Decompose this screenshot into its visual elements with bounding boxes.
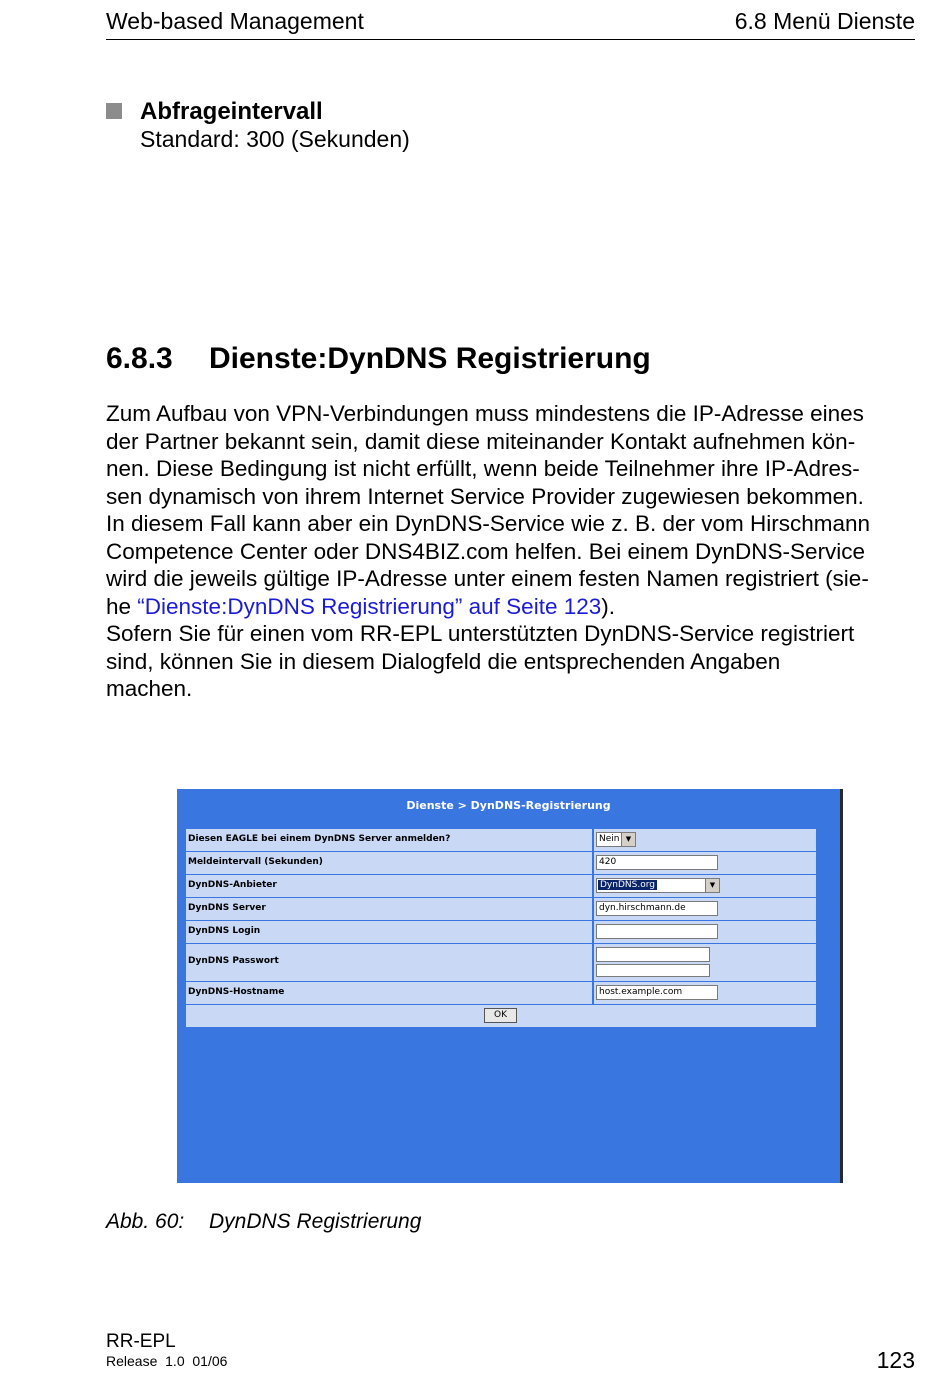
ref-post: ).	[601, 593, 615, 619]
password-confirm-input[interactable]	[596, 964, 710, 977]
figure-caption: DynDNS Registrierung	[209, 1210, 422, 1233]
chevron-down-icon[interactable]: ▼	[621, 833, 635, 846]
square-bullet-icon	[106, 103, 122, 119]
footer-product: RR-EPL	[106, 1331, 176, 1352]
interval-label: Meldeintervall (Sekunden)	[188, 857, 323, 867]
header-left: Web-based Management	[106, 8, 364, 34]
cross-reference-link[interactable]: “Dienste:DynDNS Registrierung” auf Seite 123	[137, 593, 602, 619]
body-line: wird die jeweils gültige IP-Adresse unter einem festen Namen registriert (sie-	[106, 566, 869, 591]
section-title: Dienste:DynDNS Registrierung	[209, 342, 651, 375]
body-line: sind, können Sie in diesem Dialogfeld die entsprechenden Angaben	[106, 648, 781, 674]
provider-select-value: DynDNS.org	[600, 880, 655, 890]
password-input[interactable]	[596, 947, 710, 962]
form-row-provider	[186, 875, 816, 898]
body-line: nen. Diese Bedingung ist nicht erfüllt, wenn beide Teilnehmer ihre IP-Adres-	[106, 456, 860, 481]
form-row-register	[186, 829, 816, 852]
form-row-interval	[186, 852, 816, 875]
body-line: In diesem Fall kann aber ein DynDNS-Service wie z. B. der vom Hirschmann	[106, 511, 871, 536]
header-right: 6.8 Menü Dienste	[734, 8, 915, 34]
hostname-input[interactable]: host.example.com	[596, 985, 718, 1000]
param-default: Standard: 300 (Sekunden)	[140, 126, 410, 152]
footer-release: Release 1.0 01/06	[106, 1353, 228, 1369]
hostname-label: DynDNS-Hostname	[188, 987, 285, 997]
page-number: 123	[876, 1347, 915, 1373]
body-line: Sofern Sie für einen vom RR-EPL unterstützten DynDNS-Service registriert	[106, 621, 855, 646]
dyndns-screenshot	[177, 789, 843, 1183]
body-line: Zum Aufbau von VPN-Verbindungen muss mindestens die IP-Adresse eines	[106, 401, 864, 426]
dyndns-form	[186, 829, 816, 1027]
screenshot-title: Dienste > DynDNS-Registrierung	[406, 799, 611, 812]
register-label: Diesen EAGLE bei einem DynDNS Server anmelden?	[188, 834, 451, 844]
form-row-ok	[186, 1005, 816, 1027]
form-row-server	[186, 898, 816, 921]
body-line: Competence Center oder DNS4BIZ.com helfen. Bei einem DynDNS-Service	[106, 538, 866, 564]
register-select-value: Nein	[599, 834, 620, 844]
chevron-down-icon[interactable]: ▼	[705, 879, 719, 892]
body-line: der Partner bekannt sein, damit diese miteinander Kontakt aufnehmen kön-	[106, 428, 856, 454]
body-line: sen dynamisch von ihrem Internet Service Provider zugewiesen bekommen.	[106, 483, 864, 509]
login-input[interactable]	[596, 924, 718, 939]
section-number: 6.8.3	[106, 342, 173, 375]
form-row-password	[186, 944, 816, 982]
param-title: Abfrageintervall	[140, 98, 323, 125]
ok-button[interactable]: OK	[484, 1008, 517, 1023]
login-label: DynDNS Login	[188, 926, 261, 936]
body-text	[106, 400, 921, 703]
server-label: DynDNS Server	[188, 903, 266, 913]
interval-input[interactable]: 420	[596, 855, 718, 870]
server-input[interactable]: dyn.hirschmann.de	[596, 901, 718, 916]
form-row-login	[186, 921, 816, 944]
register-select[interactable]	[596, 832, 636, 847]
body-line: machen.	[106, 676, 193, 701]
figure-number: Abb. 60:	[106, 1210, 185, 1233]
provider-select[interactable]	[596, 878, 720, 893]
page-header	[106, 6, 915, 40]
ref-pre: he	[106, 593, 138, 619]
body-line-reference	[106, 593, 921, 621]
provider-label: DynDNS-Anbieter	[188, 880, 277, 890]
password-label: DynDNS Passwort	[188, 956, 279, 966]
form-row-hostname	[186, 982, 816, 1005]
